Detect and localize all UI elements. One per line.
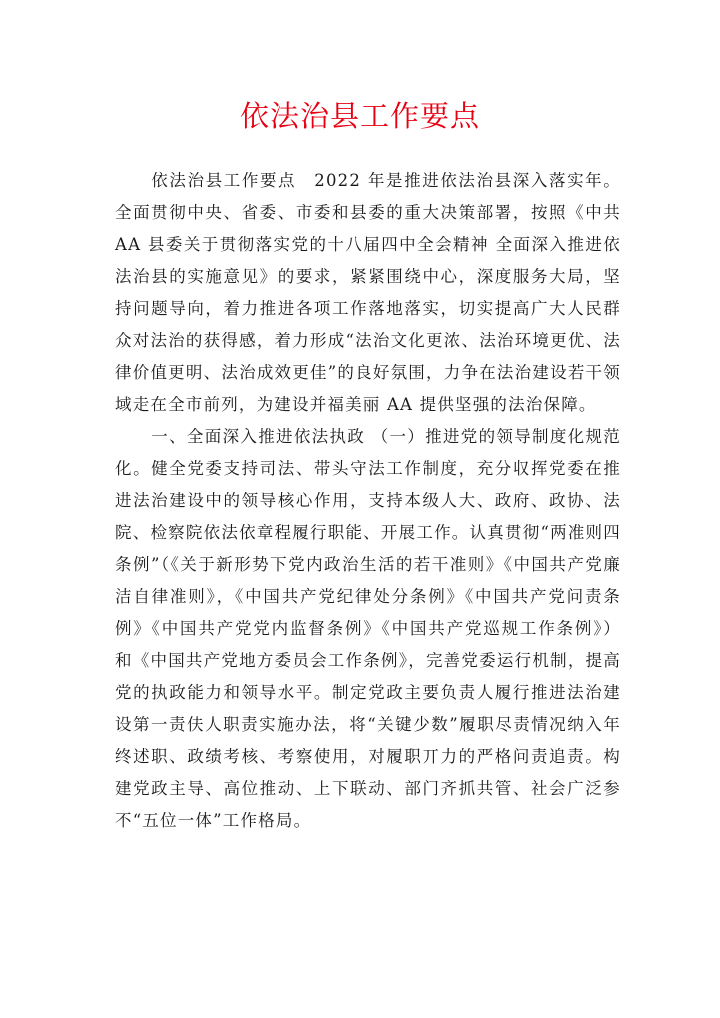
paragraph-intro: 依法治县工作要点 2022 年是推进依法治县深入落实年。全面贯彻中央、省委、市委和县委的重大决策部署，按照《中共 AA 县委关于贯彻落实党的十八届四中全会精神 全面深入推进依法治县的实施意见》的要求，紧紧围绕中心，深度服务大局，坚持问题导向，着力推进各项工作落地落实，切实提高广大人民群众对法治的获得感，着力形成“法治文化更浓、法治环境更优、法律价值更明、法治成效更佳”的良好氛围，力争在法治建设若干领域走在全市前列，为建设并福美丽 AA 提供坚强的法治保障。 [115,171,621,414]
document-body [115,165,621,837]
document-title: 依法治县工作要点 [239,99,480,133]
paragraph-section-one: 一、全面深入推进依法执政 （一）推进党的领导制度化规范化。健全党委支持司法、带头守法工作制度，充分収挥党委在推进法治建设中的领导核心作用，支持本级人大、政府、政协、法院、检察院依法依章程履行职能、开展工作。认真贯彻“两准则四条例”（《关于新形势下党内政治生活的若干准则》《中国共产党廉洁自律准则》，《中国共产党纪律处分条例》《中国共产党问责条例》《中国共产党党内监督条例》《中国共产党巡规工作条例》）和《中国共产党地方委员会工作条例》，完善党委运行机制，提高党的执政能力和领导水平。制定党政主要负责人履行推进法治建设第一责伕人职责实施办法，将“关键少数”履职尽责情况纳入年终述职、政绩考核、考察使用，对履职丌力的严格问责追责。构建党政主导、高位推动、上下联动、部门齐抓共管、社会广泛参不“五位一体”工作格局。 [115,427,621,830]
